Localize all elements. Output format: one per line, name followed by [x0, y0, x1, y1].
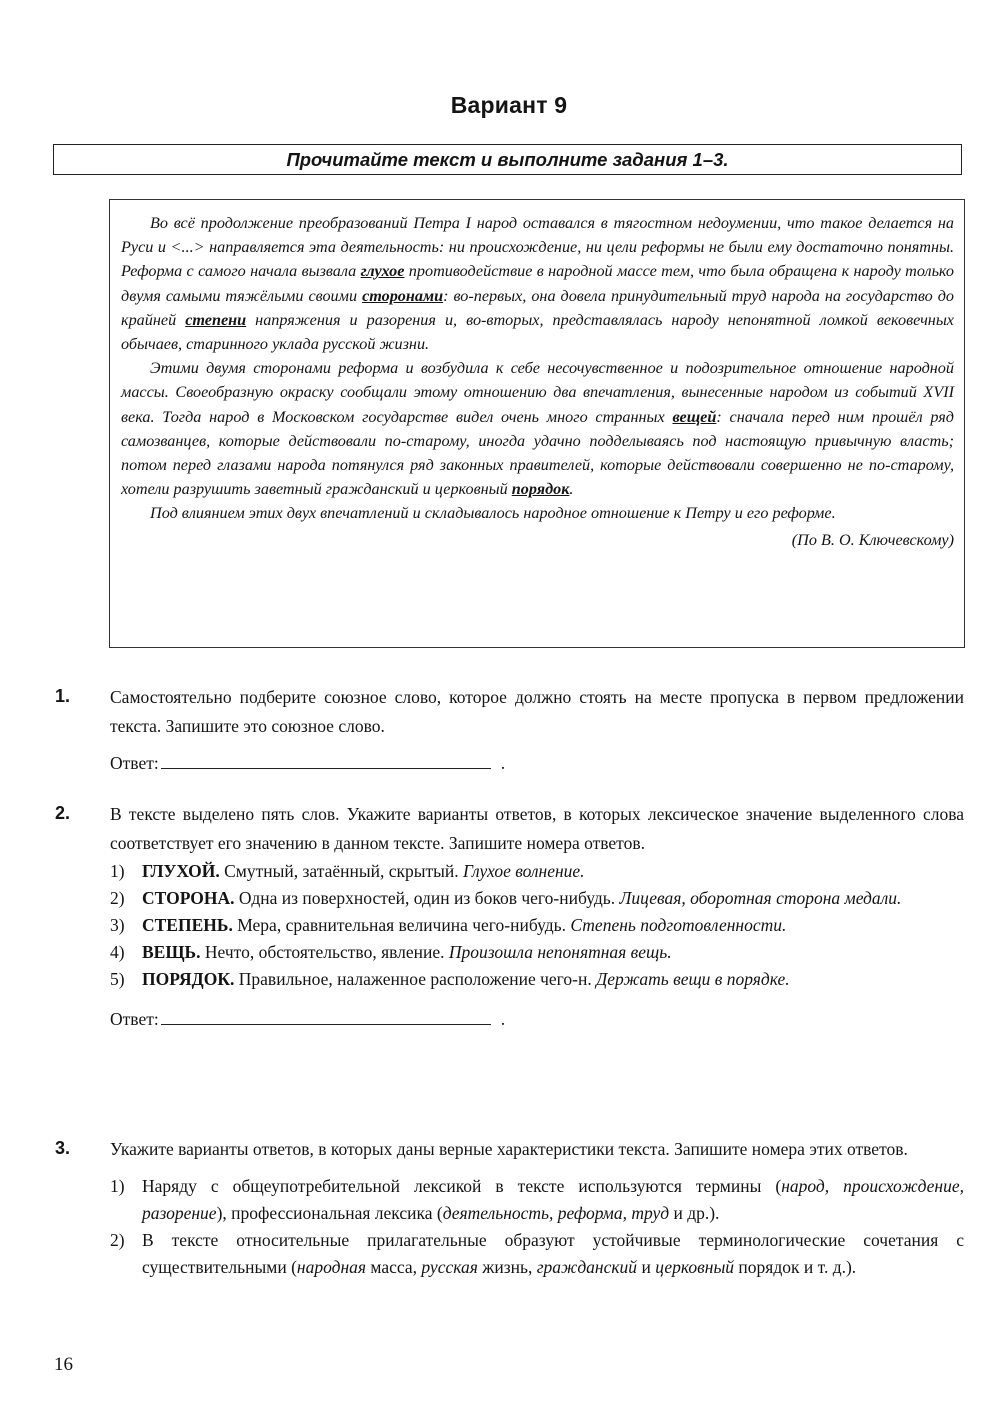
task-1-answer	[110, 749, 964, 778]
option-italic: деятельность, реформа, труд	[442, 1203, 670, 1223]
task-2-options	[110, 858, 964, 993]
highlighted-word-2: сторонами	[362, 286, 444, 305]
option-text: Наряду с общеупотребительной лексикой в тексте используются термины (	[142, 1176, 782, 1196]
task-3-option-1	[110, 1173, 964, 1227]
option-number: 2)	[110, 1230, 125, 1250]
reading-text	[109, 199, 965, 648]
option-definition: Смутный, затаённый, скрытый.	[219, 861, 464, 881]
task-3-text: Укажите варианты ответов, в которых даны верные характеристики текста. Запишите номера этих ответов.	[110, 1139, 908, 1159]
option-word: ПОРЯДОК.	[142, 969, 235, 989]
option-italic: гражданский	[536, 1257, 638, 1277]
option-number: 1)	[110, 861, 125, 881]
task-3-number: 3.	[55, 1138, 71, 1158]
text-paragraph-1	[121, 211, 954, 356]
option-text: ), профессиональная лексика (	[216, 1203, 443, 1223]
option-example: Степень подготовленности.	[570, 915, 787, 935]
option-example: Лицевая, оборотная сторона медали.	[619, 888, 902, 908]
option-example: Произошла непонятная вещь.	[448, 942, 672, 962]
option-definition: Нечто, обстоятельство, явление.	[200, 942, 449, 962]
task-2-answer	[110, 1005, 964, 1034]
task-2-text: В тексте выделено пять слов. Укажите варианты ответов, в которых лексическое значение выделенного слова соответствует его значению в данном тексте. Запишите номера ответов.	[110, 804, 964, 853]
task-2-option-3	[110, 912, 964, 939]
text-paragraph-3: Под влиянием этих двух впечатлений и складывалось народное отношение к Петру и его реформе.	[150, 504, 836, 523]
task-3-body	[110, 1135, 964, 1281]
task-1-text: Самостоятельно подберите союзное слово, которое должно стоять на месте пропуска в первом предложении текста. Запишите это союзное слово.	[110, 687, 964, 736]
text-p2-c: .	[569, 480, 574, 499]
highlighted-word-3: степени	[185, 310, 247, 329]
highlighted-word-4: вещей	[672, 407, 717, 426]
option-text: и	[637, 1257, 656, 1277]
text-p1-c: : во-первых, она довела принудительный труд народа на государство до крайней	[121, 286, 955, 329]
text-paragraph-2	[121, 356, 954, 501]
option-number: 3)	[110, 915, 125, 935]
highlighted-word-5: порядок	[511, 480, 570, 499]
option-text: порядок и т. д.).	[734, 1257, 857, 1277]
text-p2-a: Этими двумя сторонами реформа и возбудила к себе несочувственное и подозрительное отношение народной массы. Своеобразную окраску сообщали этому отношению два впечатления, вынесенные народом из событий XVII века. Тогда народ в Московском государстве видел очень много странных	[121, 359, 954, 426]
option-text: и др.).	[669, 1203, 720, 1223]
task-3-options	[110, 1173, 964, 1281]
text-p2-b: : сначала перед ним прошёл ряд самозванцев, которые действовали по-старому, иногда удачно подделываясь под настоящую привычную власть; потом перед глазами народа потянулся ряд законных правителей, которые действовали совершенно не по-старому, хотели разрушить заветный гражданский и церковный	[121, 407, 954, 499]
page-title: Вариант 9	[450, 92, 568, 118]
option-italic: русская	[421, 1257, 478, 1277]
highlighted-word-1: глухое	[360, 262, 405, 281]
task-2-number: 2.	[55, 803, 71, 823]
option-italic: народная	[296, 1257, 367, 1277]
option-definition: Одна из поверхностей, один из боков чего-нибудь.	[234, 888, 620, 908]
task-2-answer-label: Ответ:	[110, 1009, 159, 1029]
task-2-option-4	[110, 939, 964, 966]
option-number: 1)	[110, 1176, 125, 1196]
task-3-option-2	[110, 1227, 964, 1281]
task-2-option-5	[110, 966, 964, 993]
option-text: жизнь,	[477, 1257, 537, 1277]
option-word: ГЛУХОЙ.	[142, 861, 220, 881]
task-2-body	[110, 800, 964, 1034]
task-1-body	[110, 683, 964, 778]
text-p1-d: напряжения и разорения и, во-вторых, представлялась народу непонятной ломкой вековечных обычаев, старинного уклада русской жизни.	[121, 310, 954, 354]
option-word: СТЕПЕНЬ.	[142, 915, 233, 935]
instruction-text: Прочитайте текст и выполните задания 1–3.	[286, 148, 729, 170]
option-definition: Мера, сравнительная величина чего-нибудь.	[232, 915, 571, 935]
task-1-answer-label: Ответ:	[110, 753, 159, 773]
task-1-answer-line[interactable]	[161, 750, 491, 769]
option-example: Держать вещи в порядке.	[596, 969, 790, 989]
option-example: Глухое волнение.	[463, 861, 585, 881]
task-1-answer-end: .	[500, 753, 506, 773]
task-2-answer-line[interactable]	[161, 1006, 491, 1025]
option-italic: церковный	[655, 1257, 735, 1277]
text-p1-b: противодействие в народной массе тем, что была обращена к народу только двумя самыми тяжёлыми своими	[121, 262, 954, 305]
option-italic: народ, происхождение, разорение	[142, 1176, 965, 1223]
task-1-number: 1.	[55, 686, 71, 706]
text-p1-a: Во всё продолжение преобразований Петра I народ оставался в тягостном недоумении, что такое делается на Руси и <...> направляется эта деятельность: ни происхождение, ни цели реформы не были ему достаточно понятны. Реформа с самого начала вызвала	[121, 214, 954, 281]
option-definition: Правильное, налаженное расположение чего-н.	[234, 969, 597, 989]
option-word: СТОРОНА.	[142, 888, 235, 908]
text-source: (По В. О. Ключевскому)	[791, 530, 954, 549]
option-number: 5)	[110, 969, 125, 989]
task-2-option-1	[110, 858, 964, 885]
option-word: ВЕЩЬ.	[142, 942, 201, 962]
instruction-box	[53, 144, 962, 175]
task-2-option-2	[110, 885, 964, 912]
option-number: 2)	[110, 888, 125, 908]
option-number: 4)	[110, 942, 125, 962]
page-number: 16	[54, 1354, 73, 1375]
task-2-answer-end: .	[500, 1009, 506, 1029]
option-text: масса,	[366, 1257, 422, 1277]
option-text: В тексте относительные прилагательные образуют устойчивые терминологические сочетания с существительными (	[142, 1230, 964, 1277]
